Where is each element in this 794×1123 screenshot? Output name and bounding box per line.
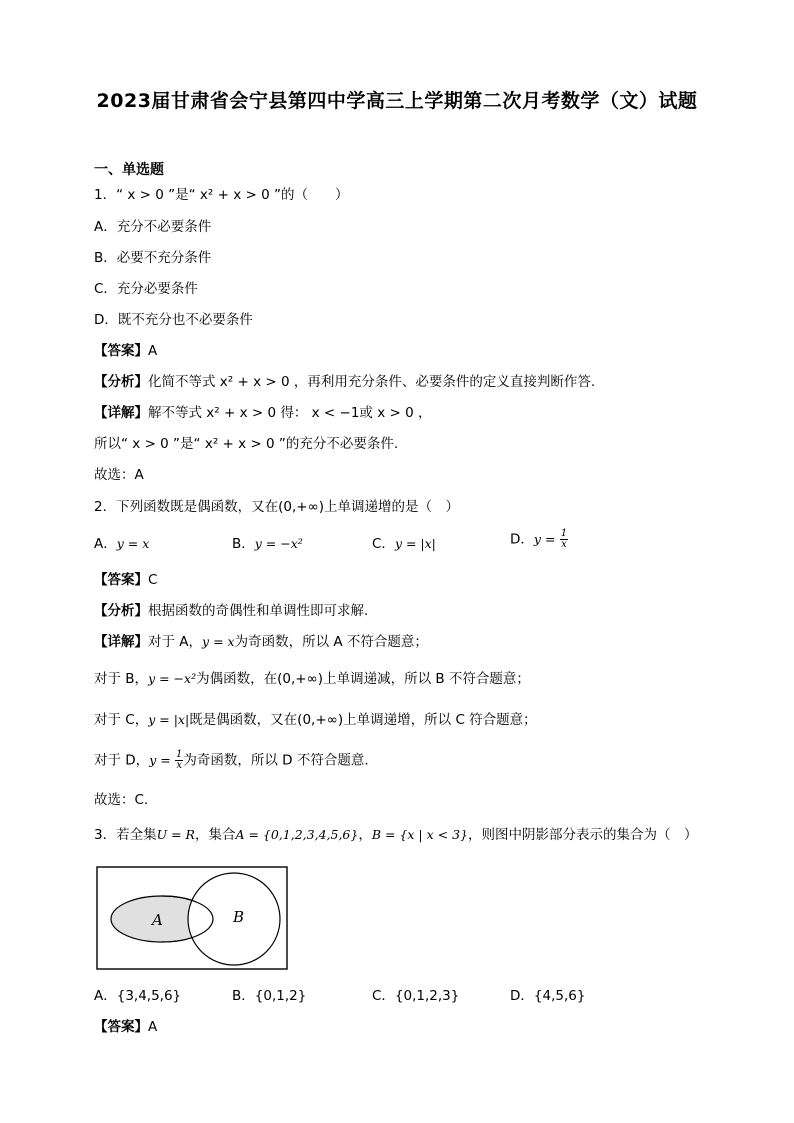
answer-tag: 【答案】 — [94, 572, 148, 588]
answer-value: A — [148, 343, 158, 359]
fraction-numerator: 1 — [560, 528, 568, 539]
fraction-numerator: 1 — [176, 749, 183, 760]
q1-option-b: B．必要不充分条件 — [94, 250, 212, 266]
q1-detail — [94, 403, 431, 423]
detail-text: 解不等式 x² + x > 0 得： x < −1或 x > 0 ， — [148, 405, 432, 421]
fraction-denominator: x — [561, 539, 567, 550]
detail-tag: 【详解】 — [94, 634, 148, 650]
q1-analysis — [94, 372, 595, 392]
q2-answer — [94, 570, 157, 590]
page-title: 2023届甘肃省会宁县第四中学高三上学期第二次月考数学（文）试题 — [96, 90, 698, 112]
q1-option-d: D．既不充分也不必要条件 — [94, 312, 253, 328]
option-math: y = −x² — [254, 536, 303, 551]
q2-detail-2 — [94, 669, 530, 689]
stem-math: A = {0,1,2,3,4,5,6} — [235, 827, 359, 842]
option-letter: A． — [94, 536, 117, 552]
detail-math: y = −x² — [148, 671, 197, 686]
q2-option-a — [94, 534, 149, 554]
detail-text: 既是偶函数，又在(0,+∞)上单调递增，所以 C 符合题意； — [189, 712, 537, 728]
q3-answer — [94, 1017, 157, 1037]
q2-option-d — [510, 529, 568, 550]
stem-text: ，则图中阴影部分表示的集合为（ ） — [468, 827, 698, 843]
detail-text: 对于 C， — [94, 712, 149, 728]
q1-stem: 1．“ x > 0 ”是“ x² + x > 0 ”的（ ） — [94, 187, 349, 203]
stem-text: 3．若全集 — [94, 827, 157, 843]
detail-math: y = — [149, 752, 171, 768]
analysis-tag: 【分析】 — [94, 374, 148, 390]
stem-math: U = R — [156, 827, 195, 842]
detail-text: 为奇函数，所以 A 不符合题意； — [234, 634, 428, 650]
option-math: y = x — [116, 536, 150, 551]
option-letter: D． — [510, 531, 534, 548]
option-math: y = |x| — [394, 536, 436, 551]
answer-value: A — [148, 1019, 158, 1035]
q1-detail-2: 所以“ x > 0 ”是“ x² + x > 0 ”的充分不必要条件. — [94, 436, 399, 452]
stem-text: ， — [358, 827, 372, 843]
analysis-text: 根据函数的奇偶性和单调性即可求解. — [148, 603, 369, 619]
fraction — [560, 529, 568, 550]
set-a-label: A — [152, 911, 163, 929]
q3-stem — [94, 825, 698, 845]
q2-option-b — [232, 534, 303, 554]
q3-option-a: A．{3,4,5,6} — [94, 988, 182, 1004]
stem-text: ，集合 — [194, 827, 236, 843]
detail-text: 对于 D， — [94, 752, 150, 769]
venn-diagram — [96, 866, 290, 972]
detail-text: 为奇函数，所以 D 不符合题意. — [183, 752, 369, 769]
answer-tag: 【答案】 — [94, 1019, 148, 1035]
q2-detail-3 — [94, 710, 537, 730]
q1-pick: 故选：A — [94, 467, 144, 483]
option-math: y = — [533, 531, 556, 547]
q2-option-c — [372, 534, 436, 554]
detail-tag: 【详解】 — [94, 405, 148, 421]
answer-tag: 【答案】 — [94, 343, 148, 359]
q2-analysis — [94, 601, 368, 621]
q1-option-a: A．充分不必要条件 — [94, 219, 212, 235]
q2-detail-4 — [94, 750, 369, 771]
detail-math: y = x — [202, 634, 235, 649]
analysis-tag: 【分析】 — [94, 603, 148, 619]
option-letter: C． — [372, 536, 395, 552]
stem-math: B = {x | x < 3} — [371, 827, 468, 842]
q1-option-c: C．充分必要条件 — [94, 281, 198, 297]
q3-option-d: D．{4,5,6} — [510, 988, 586, 1004]
section-heading: 一、单选题 — [94, 162, 164, 178]
answer-value: C — [148, 572, 158, 588]
detail-text: 对于 B， — [94, 671, 149, 687]
option-letter: B． — [232, 536, 255, 552]
fraction-denominator: x — [176, 760, 182, 771]
q1-answer — [94, 341, 157, 361]
q2-pick: 故选：C. — [94, 792, 149, 808]
set-b-label: B — [233, 908, 245, 926]
q3-option-b: B．{0,1,2} — [232, 988, 307, 1004]
detail-math: y = |x| — [148, 712, 190, 727]
analysis-text: 化简不等式 x² + x > 0 ，再利用充分条件、必要条件的定义直接判断作答. — [148, 374, 596, 390]
detail-text: 对于 A， — [148, 634, 203, 650]
q2-detail-1 — [94, 632, 428, 652]
q3-option-c: C．{0,1,2,3} — [372, 988, 460, 1004]
q2-stem: 2．下列函数既是偶函数，又在(0,+∞)上单调递增的是（ ） — [94, 499, 460, 515]
detail-text: 为偶函数，在(0,+∞)上单调递减，所以 B 不符合题意； — [196, 671, 530, 687]
